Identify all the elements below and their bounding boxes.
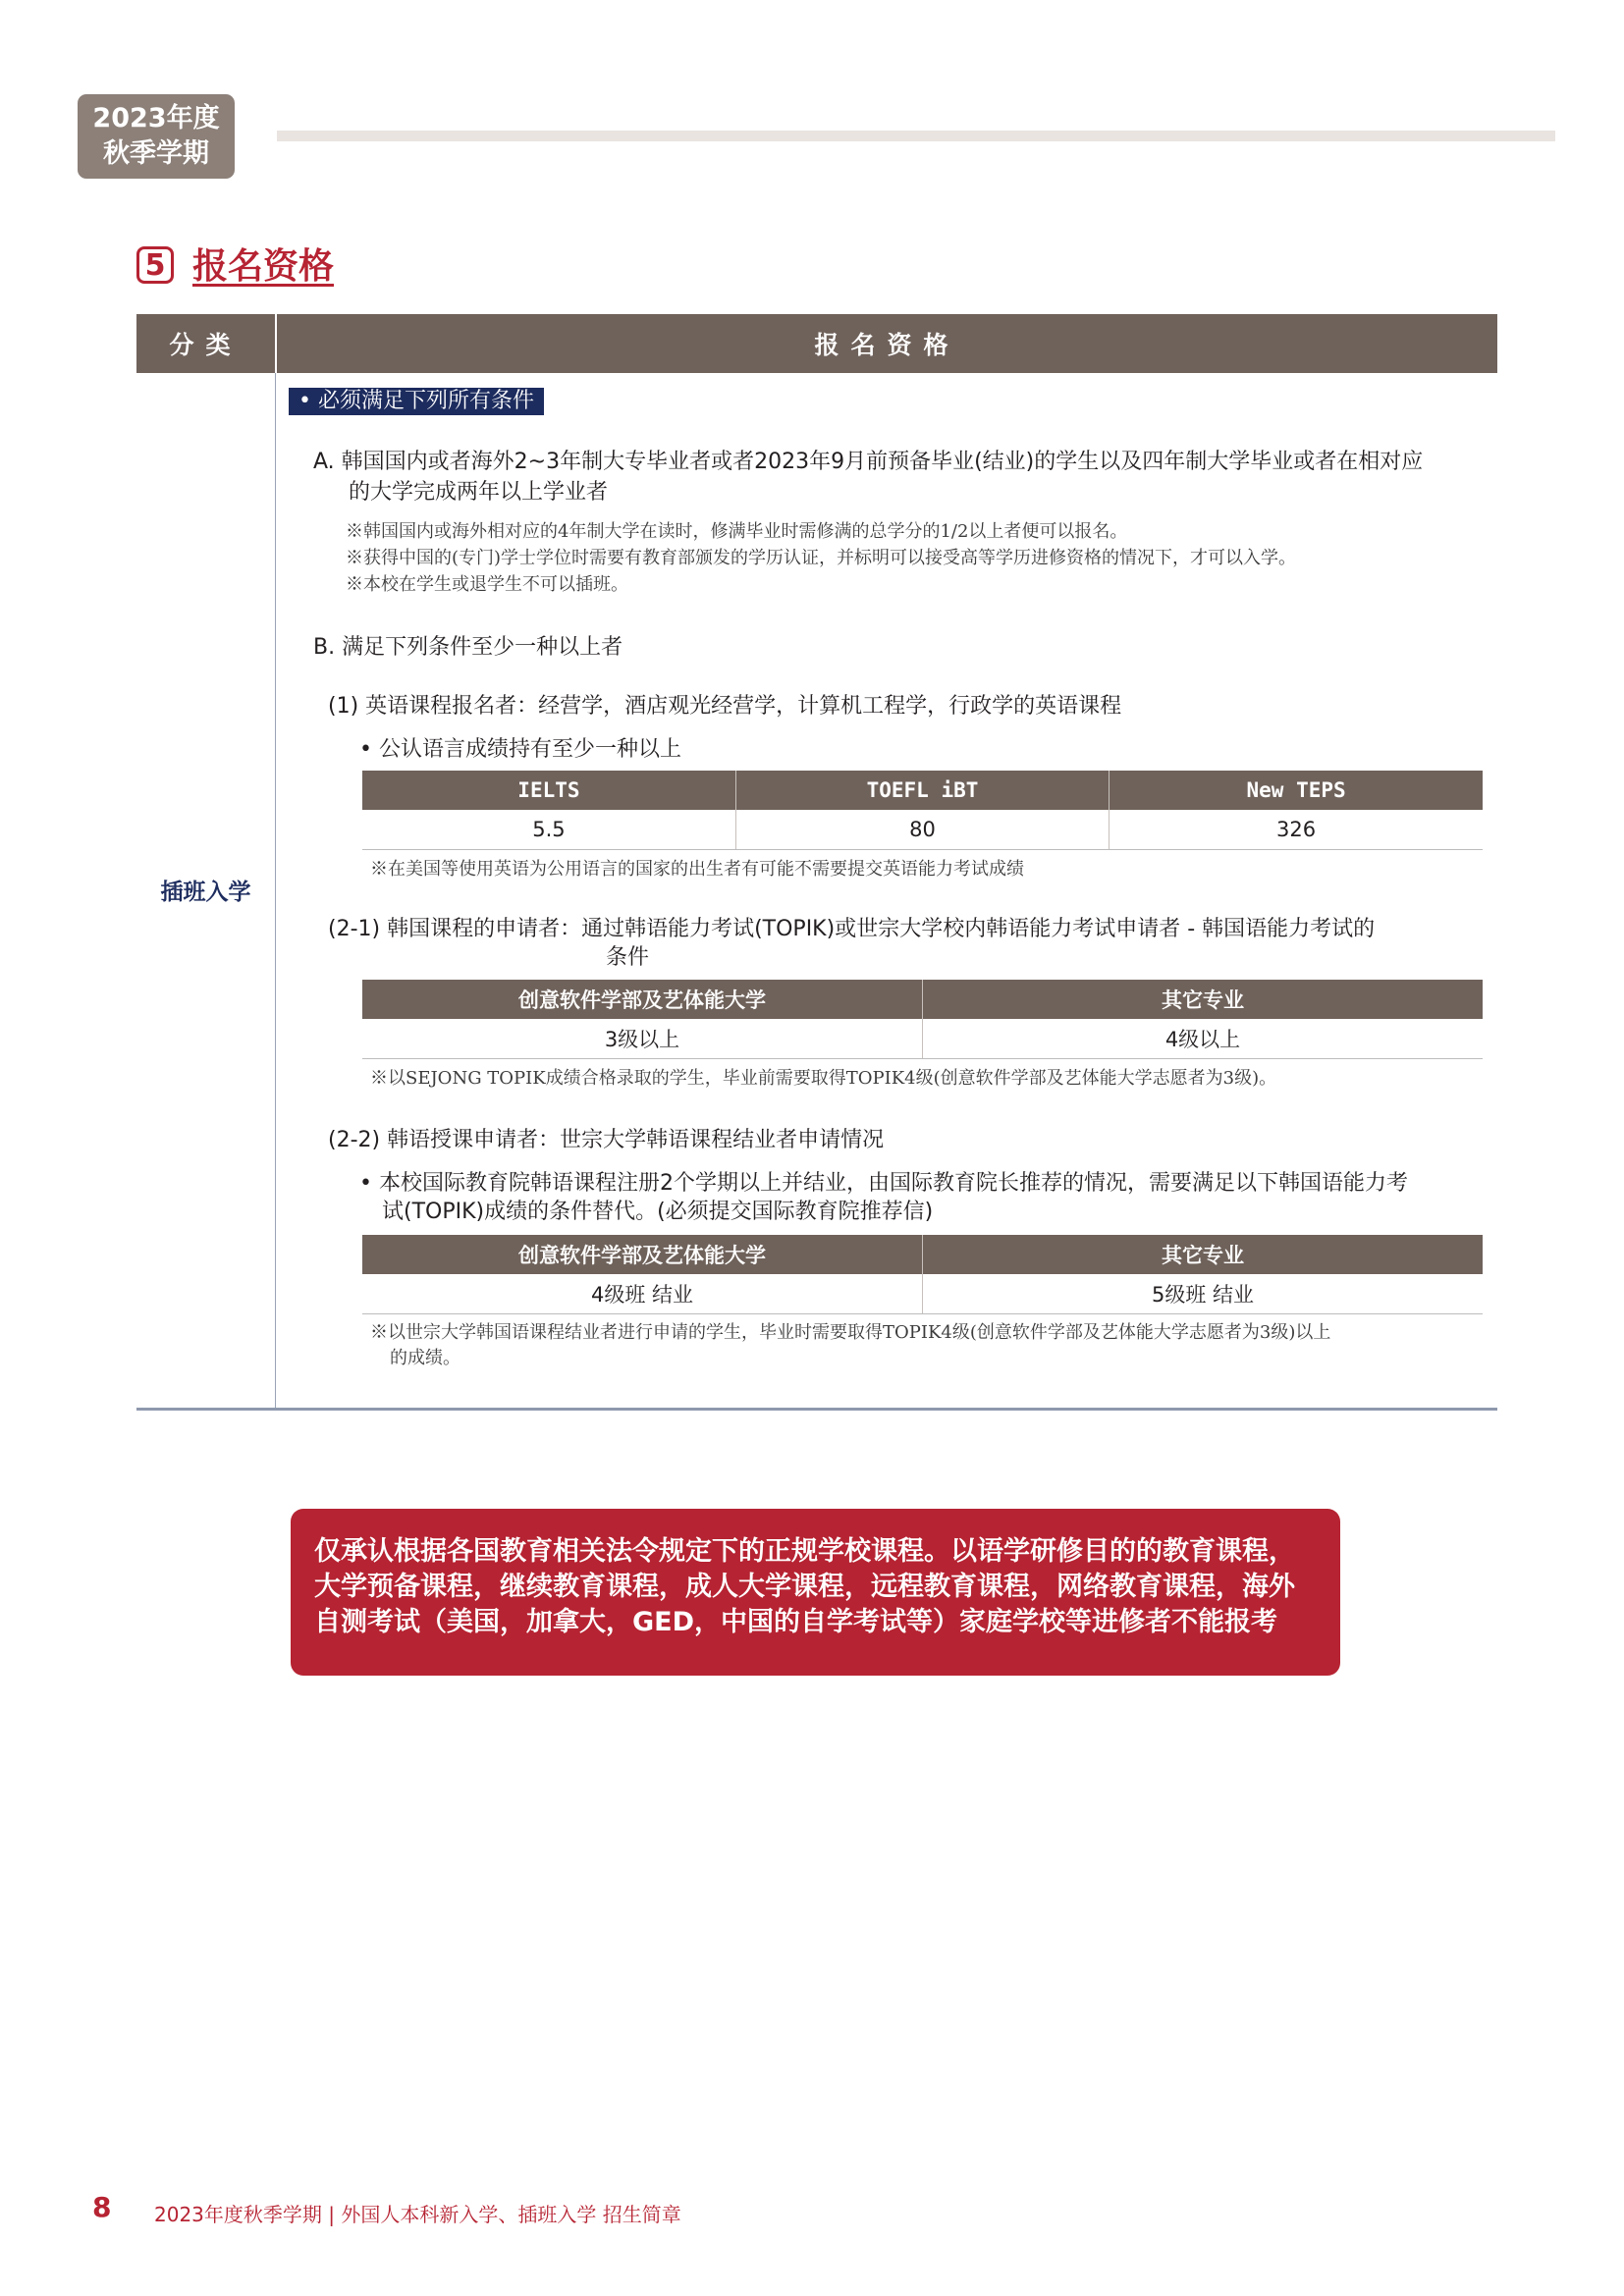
korean-course-title-line2: 条件 (606, 945, 650, 970)
condition-a-line2: 的大学完成两年以上学业者 (349, 480, 609, 505)
table-header-cell: 其它专业 (923, 980, 1484, 1019)
english-course-title: (1) 英语课程报名者：经营学，酒店观光经营学，计算机工程学，行政学的英语课程 (328, 694, 1122, 719)
table-cell: 80 (735, 810, 1109, 850)
korean-program-title: (2-2) 韩语授课申请者：世宗大学韩语课程结业者申请情况 (328, 1128, 885, 1152)
badge-term: 秋季学期 (103, 138, 209, 169)
table-header-cell: 创意软件学部及艺体能大学 (362, 980, 923, 1019)
table-cell: 5级班 结业 (923, 1274, 1484, 1314)
table-header-cell: 创意软件学部及艺体能大学 (362, 1235, 923, 1274)
eligibility-notice-box (291, 1509, 1340, 1676)
column-divider (275, 373, 276, 1408)
english-score-table (362, 771, 1483, 850)
topik-level-table (362, 980, 1483, 1059)
notice-line: 仅承认根据各国教育相关法令规定下的正规学校课程。以语学研修目的的教育课程， (314, 1536, 1295, 1567)
badge-year: 2023年度 (92, 103, 220, 133)
page-number: 8 (92, 2191, 112, 2223)
table-header-cell: TOEFL iBT (735, 771, 1109, 810)
category-label: 插班入学 (160, 880, 251, 905)
footer-text: 2023年度秋季学期 | 外国人本科新入学、插班入学 招生简章 (154, 2203, 681, 2226)
table-bottom-rule (136, 1408, 1497, 1411)
table-cell: 326 (1110, 810, 1483, 850)
notice-line: 自测考试（美国，加拿大，GED，中国的自学考试等）家庭学校等进修者不能报考 (314, 1607, 1278, 1637)
table-cell: 3级以上 (362, 1019, 923, 1059)
condition-a-note: ※韩国国内或海外相对应的4年制大学在读时，修满毕业时需修满的总学分的1/2以上者便可以报名。 (346, 521, 1128, 542)
section-number-icon: 5 (136, 246, 174, 284)
table-header-cell: IELTS (362, 771, 735, 810)
notice-line: 大学预备课程，继续教育课程，成人大学课程，远程教育课程，网络教育课程，海外 (314, 1572, 1295, 1602)
header-divider (277, 131, 1555, 141)
condition-a-note: ※获得中国的(专门)学士学位时需要有教育部颁发的学历认证，并标明可以接受高等学历进修资格的情况下，才可以入学。 (346, 548, 1297, 568)
korean-program-table (362, 1235, 1483, 1314)
semester-badge (78, 94, 235, 179)
korean-program-note-line1: ※以世宗大学韩国语课程结业者进行申请的学生，毕业时需要取得TOPIK4级(创意软件学部及艺体能大学志愿者为3级)以上 (370, 1322, 1331, 1343)
topik-level-note: ※以SEJONG TOPIK成绩合格录取的学生，毕业前需要取得TOPIK4级(创意软件学部及艺体能大学志愿者为3级)。 (370, 1068, 1277, 1089)
korean-course-title-line1: (2-1) 韩国课程的申请者：通过韩语能力考试(TOPIK)或世宗大学校内韩语能力考试申请者 - 韩国语能力考试的 (328, 917, 1376, 941)
english-score-note: ※在美国等使用英语为公用语言的国家的出生者有可能不需要提交英语能力考试成绩 (370, 859, 1024, 880)
table-header-cell: 其它专业 (923, 1235, 1484, 1274)
condition-a-line1: A. 韩国国内或者海外2~3年制大专毕业者或者2023年9月前预备毕业(结业)的学生以及四年制大学毕业或者在相对应 (313, 450, 1424, 474)
english-score-bullet: • 公认语言成绩持有至少一种以上 (359, 737, 681, 762)
table-header-category: 分类 (136, 314, 275, 373)
korean-program-bullet-line1: • 本校国际教育院韩语课程注册2个学期以上并结业，由国际教育院长推荐的情况，需要满足以下韩国语能力考 (359, 1171, 1408, 1196)
section-title: 报名资格 (192, 246, 335, 287)
table-cell: 4级班 结业 (362, 1274, 923, 1314)
condition-a-note: ※本校在学生或退学生不可以插班。 (346, 574, 628, 595)
korean-program-note-line2: 的成绩。 (390, 1348, 460, 1368)
table-header-cell: New TEPS (1110, 771, 1483, 810)
table-cell: 5.5 (362, 810, 735, 850)
korean-program-bullet-line2: 试(TOPIK)成绩的条件替代。(必须提交国际教育院推荐信) (382, 1200, 934, 1224)
must-meet-all-label: • 必须满足下列所有条件 (289, 388, 544, 415)
table-cell: 4级以上 (923, 1019, 1484, 1059)
condition-b-title: B. 满足下列条件至少一种以上者 (313, 635, 623, 660)
table-header-qualification: 报名资格 (277, 314, 1497, 373)
